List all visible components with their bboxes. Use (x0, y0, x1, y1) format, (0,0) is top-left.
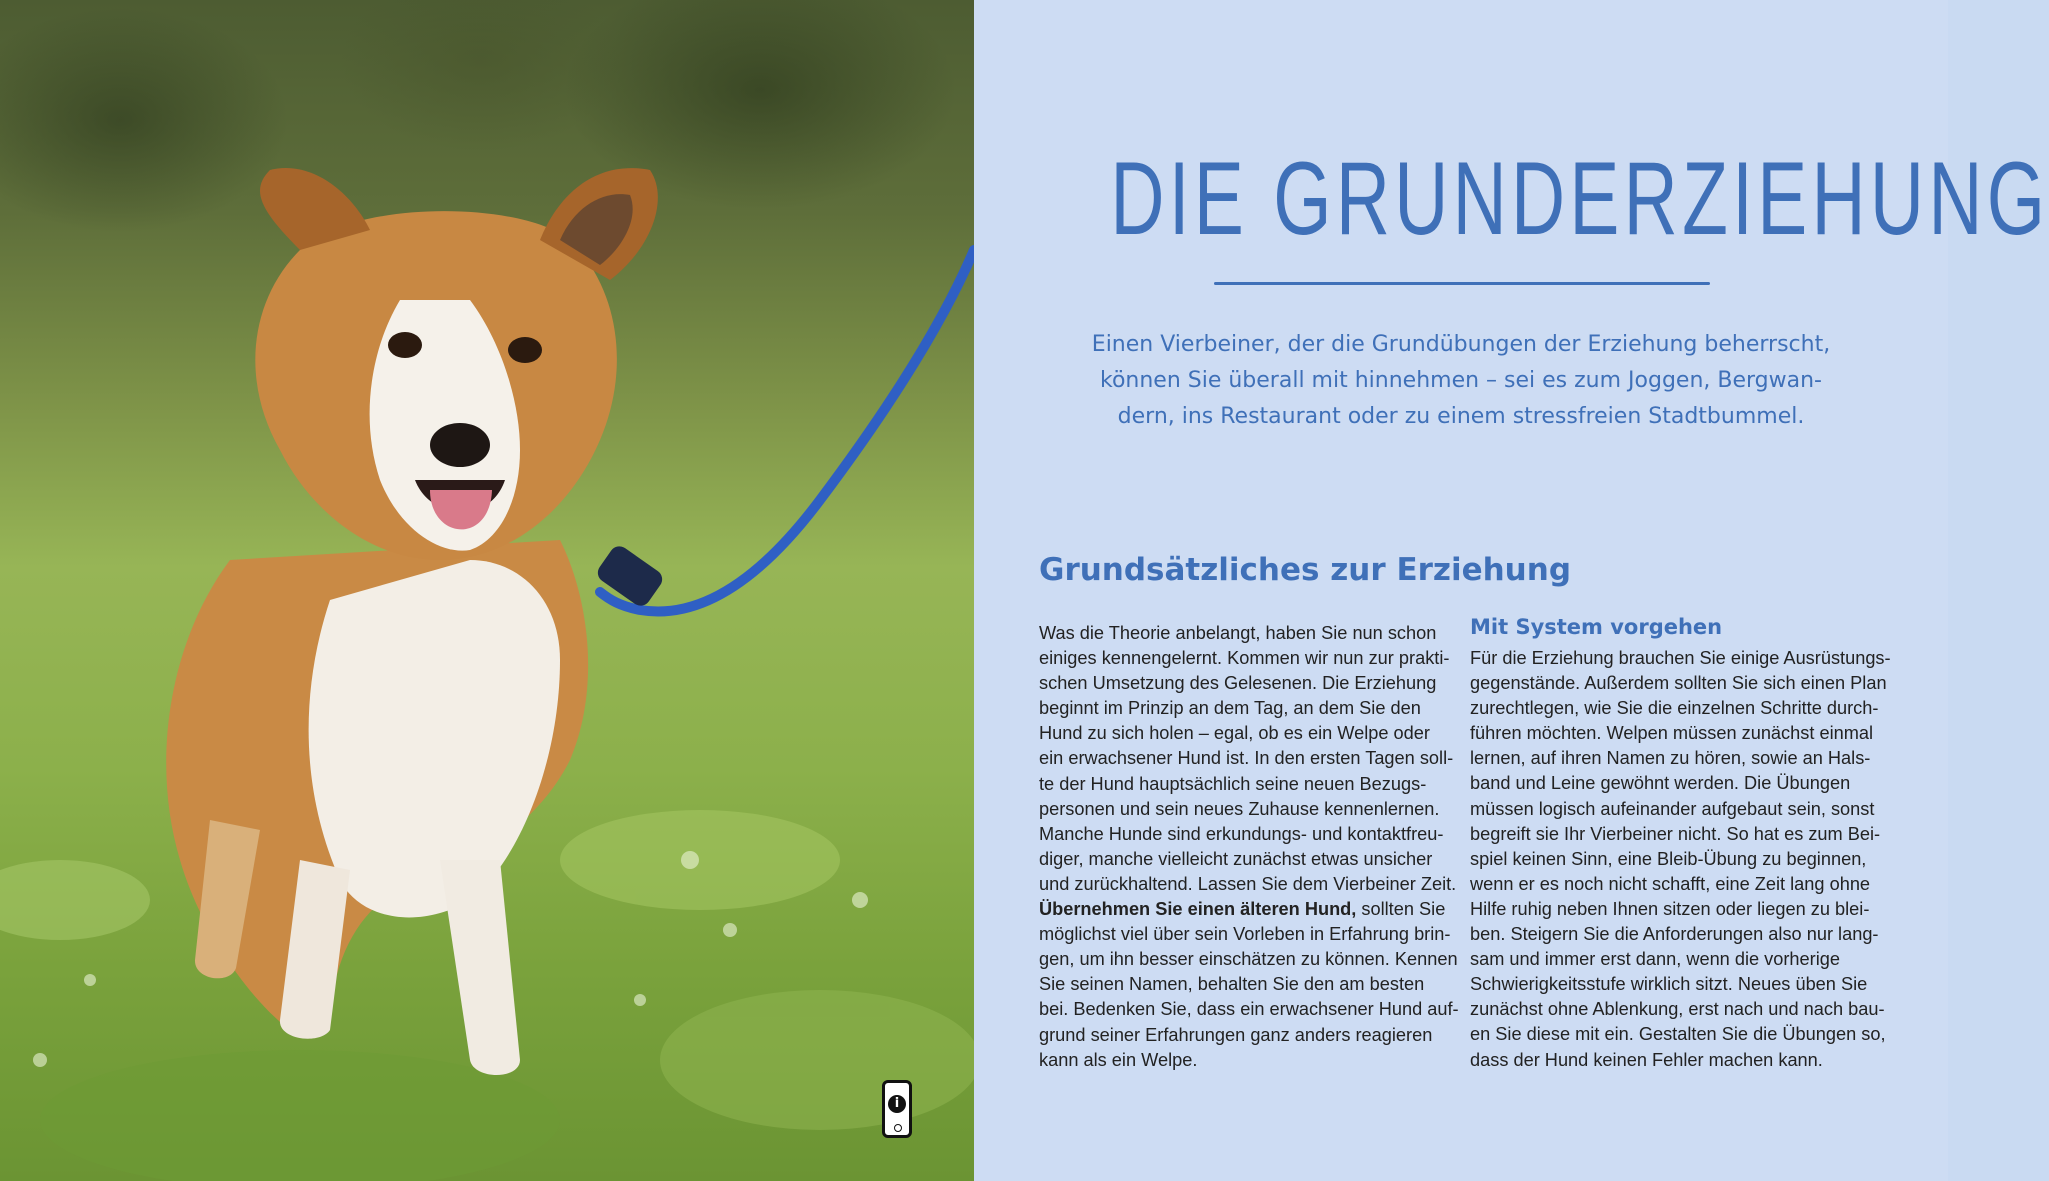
body-line: Hilfe ruhig neben Ihnen sitzen oder liegen zu blei- (1470, 898, 1870, 919)
left-column (1039, 621, 1459, 1073)
intro-line: Einen Vierbeiner, der die Grundübungen der Erziehung beherrscht, (1091, 332, 1831, 357)
right-column (1470, 646, 1891, 1073)
body-line: Schwierigkeitsstufe wirklich sitzt. Neues üben Sie (1470, 974, 1868, 995)
body-line-with-bold (1039, 897, 1449, 922)
body-line: zunächst ohne Ablenkung, erst nach und nach bau- (1470, 999, 1885, 1020)
body-line: band und Leine gewöhnt werden. Die Übungen (1470, 773, 1851, 794)
smartphone-info-icon (882, 1080, 912, 1138)
body-line: begreift sie Ihr Vierbeiner nicht. So hat es zum Bei- (1470, 823, 1881, 844)
body-line: dass der Hund keinen Fehler machen kann. (1470, 1049, 1823, 1070)
subsection-heading: Mit System vorgehen (1470, 615, 1723, 639)
body-line: lernen, auf ihren Namen zu hören, sowie an Hals- (1470, 748, 1871, 769)
body-line: gegenstände. Außerdem sollten Sie sich einen Plan (1470, 673, 1887, 694)
text-page (974, 0, 2049, 1181)
body-line: müssen logisch aufeinander aufgebaut sein, sonst (1470, 798, 1875, 819)
info-icon: i (888, 1095, 906, 1113)
body-line: Manche Hunde sind erkundungs- und kontaktfreu- (1039, 823, 1444, 844)
bold-phrase: Übernehmen Sie einen älteren Hund, (1039, 899, 1357, 920)
body-line: zurechtlegen, wie Sie die einzelnen Schritte durch- (1470, 698, 1879, 719)
section-heading: Grundsätzliches zur Erziehung (1039, 552, 1572, 588)
intro-line: können Sie überall mit hinnehmen – sei es zum Joggen, Bergwan- (1099, 368, 1822, 393)
body-line: gen, um ihn besser einschätzen zu können. Kennen (1039, 949, 1458, 970)
body-line: und zurückhaltend. Lassen Sie dem Vierbeiner Zeit. (1039, 873, 1457, 894)
body-line: schen Umsetzung des Gelesenen. Die Erziehung (1039, 673, 1437, 694)
dog-illustration (0, 0, 974, 1181)
body-line: sam und immer erst dann, wenn die vorherige (1470, 949, 1840, 970)
body-line: Für die Erziehung brauchen Sie einige Ausrüstungs- (1470, 648, 1891, 668)
body-line: Sie seinen Namen, behalten Sie den am besten (1039, 974, 1425, 995)
body-line: bei. Bedenken Sie, dass ein erwachsener Hund auf- (1039, 999, 1459, 1020)
body-line: te der Hund hauptsächlich seine neuen Bezugs- (1039, 773, 1427, 794)
body-line: ben. Steigern Sie die Anforderungen also nur lang- (1470, 924, 1879, 945)
body-line: kann als ein Welpe. (1039, 1049, 1198, 1070)
body-line: diger, manche vielleicht zunächst etwas unsicher (1039, 848, 1433, 869)
page-title: DIE GRUNDERZIEHUNG (1110, 141, 2049, 257)
body-line: spiel keinen Sinn, eine Bleib-Übung zu beginnen, (1470, 848, 1867, 869)
body-line: Was die Theorie anbelangt, haben Sie nun schon (1039, 623, 1437, 643)
body-line: möglichst viel über sein Vorleben in Erfahrung brin- (1039, 924, 1451, 945)
body-line: führen möchten. Welpen müssen zunächst einmal (1470, 723, 1874, 744)
body-line-rest: sollten Sie (1356, 899, 1446, 920)
intro-text (1054, 327, 1868, 435)
intro-line: dern, ins Restaurant oder zu einem stressfreien Stadtbummel. (1117, 404, 1805, 429)
body-line: beginnt im Prinzip an dem Tag, an dem Sie den (1039, 698, 1421, 719)
body-line: Hund zu sich holen – egal, ob es ein Welpe oder (1039, 723, 1430, 744)
body-line: einiges kennengelernt. Kommen wir nun zur prakti- (1039, 648, 1450, 669)
body-line: wenn er es noch nicht schafft, eine Zeit lang ohne (1470, 873, 1871, 894)
title-divider (1214, 282, 1710, 285)
body-line: grund seiner Erfahrungen ganz anders reagieren (1039, 1024, 1433, 1045)
dog-photo (0, 0, 974, 1181)
body-line: personen und sein neues Zuhause kennenlernen. (1039, 798, 1440, 819)
body-line: ein erwachsener Hund ist. In den ersten Tagen soll- (1039, 748, 1454, 769)
body-line: en Sie diese mit ein. Gestalten Sie die Übungen so, (1470, 1024, 1886, 1045)
